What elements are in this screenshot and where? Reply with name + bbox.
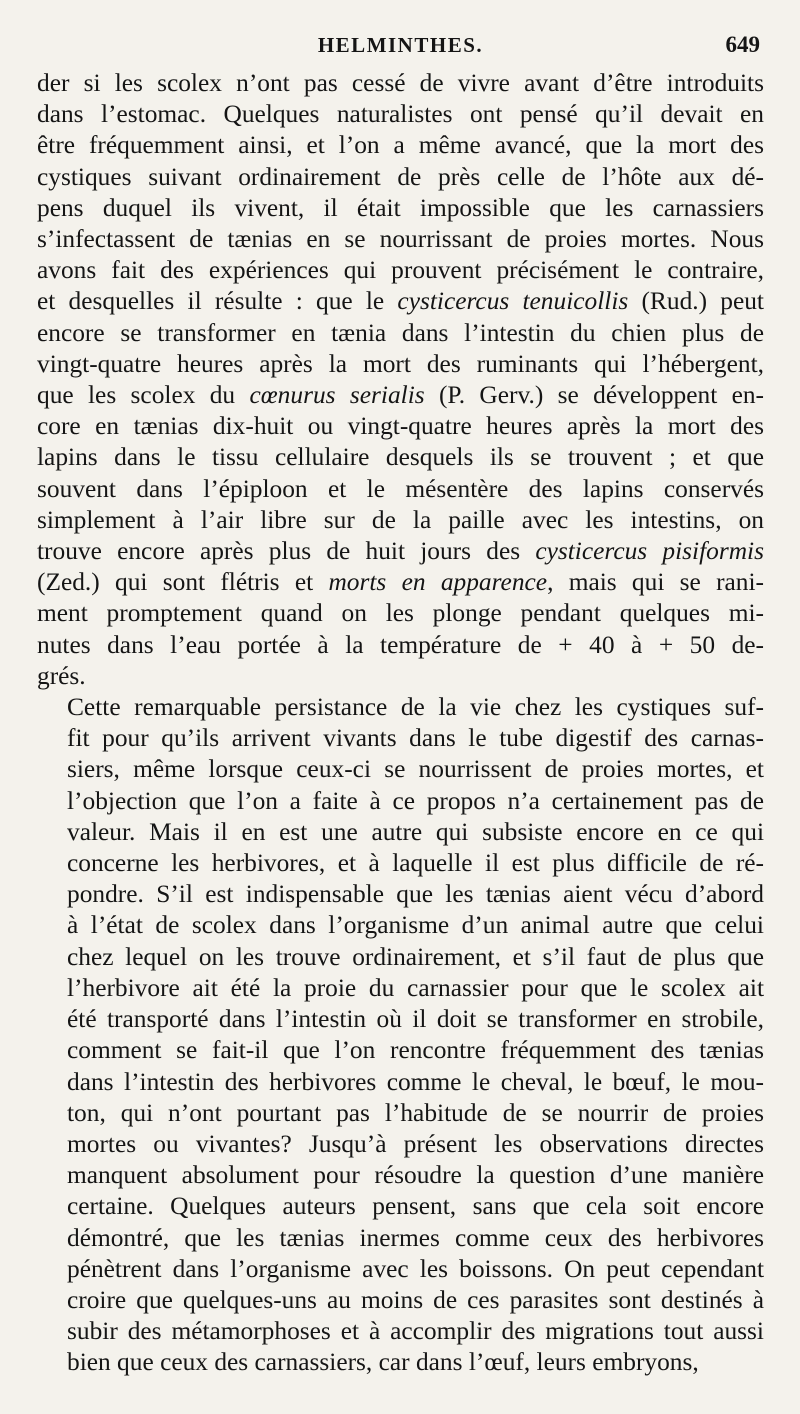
text-line xyxy=(37,130,764,161)
text-line xyxy=(37,1035,764,1066)
text-line xyxy=(37,942,764,973)
text-line xyxy=(37,474,764,505)
text-run: souvent dans l’épiploon et le mésentère des lapins conservés xyxy=(37,474,764,503)
text-run: lapins dans le tissu cellulaire desquels ils se trouvent ; et que xyxy=(37,443,764,472)
text-line xyxy=(37,99,764,130)
text-run: certaine. Quelques auteurs pensent, sans que cela soit encore xyxy=(67,1192,764,1221)
text-line xyxy=(37,536,764,567)
text-line xyxy=(37,286,764,317)
text-line xyxy=(37,910,764,941)
text-run: que les scolex du xyxy=(37,381,250,410)
text-line xyxy=(37,1067,764,1098)
italic-term: cysticercus pisiformis xyxy=(535,537,764,566)
text-run: être fréquemment ainsi, et l’on a même avancé, que la mort des xyxy=(37,131,764,160)
text-run: pénètrent dans l’organisme avec les boissons. On peut cependant xyxy=(67,1254,764,1283)
text-line xyxy=(37,1285,764,1316)
text-line xyxy=(37,1191,764,1222)
text-line xyxy=(37,817,764,848)
page-header xyxy=(37,28,764,68)
text-line xyxy=(37,1004,764,1035)
text-line xyxy=(37,786,764,817)
text-run: chez lequel on les trouve ordinairement, et s’il faut de plus que xyxy=(67,942,764,971)
text-line xyxy=(37,411,764,442)
text-line xyxy=(37,973,764,1004)
text-line xyxy=(37,692,764,723)
paragraph xyxy=(37,68,764,692)
text-line xyxy=(37,1223,764,1254)
text-run: à l’état de scolex dans l’organisme d’un animal autre que celui xyxy=(67,911,764,940)
text-line xyxy=(37,1160,764,1191)
text-line xyxy=(37,630,764,661)
text-run: vingt-quatre heures après la mort des ruminants qui l’hébergent, xyxy=(37,349,764,378)
text-line xyxy=(37,723,764,754)
text-run: core en tænias dix-huit ou vingt-quatre heures après la mort des xyxy=(37,412,764,441)
text-line xyxy=(37,318,764,349)
text-line xyxy=(37,1129,764,1160)
paragraph xyxy=(37,692,764,1378)
italic-term: morts en apparence xyxy=(328,568,548,597)
text-line xyxy=(37,661,764,692)
text-line xyxy=(37,255,764,286)
text-line xyxy=(37,1347,764,1378)
text-run: pens duquel ils vivent, il était impossible que les carnassiers xyxy=(37,193,764,222)
text-run: démontré, que les tænias inermes comme ceux des herbivores xyxy=(67,1223,764,1252)
text-run: comment se fait-il que l’on rencontre fréquemment des tænias xyxy=(67,1036,764,1065)
text-run: mortes ou vivantes? Jusqu’à présent les observations directes xyxy=(67,1129,764,1158)
page-number: 649 xyxy=(725,32,760,57)
text-line xyxy=(37,162,764,193)
text-run: dans l’intestin des herbivores comme le cheval, le bœuf, le mou- xyxy=(67,1067,764,1096)
text-run: dans l’estomac. Quelques naturalistes ont pensé qu’il devait en xyxy=(37,100,764,129)
text-run: simplement à l’air libre sur de la paille avec les intestins, on xyxy=(37,505,764,534)
text-line xyxy=(37,505,764,536)
text-run: nutes dans l’eau portée à la température de + 40 à + 50 de- xyxy=(37,630,764,659)
text-run: (Rud.) peut xyxy=(628,287,764,316)
text-run: , mais qui se rani- xyxy=(547,568,765,597)
text-line xyxy=(37,1316,764,1347)
text-line xyxy=(37,193,764,224)
text-run: pondre. S’il est indispensable que les tænias aient vécu d’abord xyxy=(67,880,764,909)
text-run: der si les scolex n’ont pas cessé de vivre avant d’être introduits xyxy=(37,69,764,97)
text-run: siers, même lorsque ceux-ci se nourrissent de proies mortes, et xyxy=(67,755,764,784)
text-line xyxy=(37,380,764,411)
text-line xyxy=(37,224,764,255)
text-run: été transporté dans l’intestin où il doit se transformer en strobile, xyxy=(67,1005,764,1034)
italic-term: cysticercus tenuicollis xyxy=(397,287,629,316)
text-run: (Zed.) qui sont flétris et xyxy=(37,568,329,597)
text-run: valeur. Mais il en est une autre qui subsiste encore en ce qui xyxy=(67,817,764,846)
text-line xyxy=(37,442,764,473)
text-line xyxy=(37,567,764,598)
text-run: l’herbivore ait été la proie du carnassier pour que le scolex ait xyxy=(67,973,764,1002)
text-line xyxy=(37,879,764,910)
text-run: et desquelles il résulte : que le xyxy=(37,287,398,316)
text-line xyxy=(37,598,764,629)
text-run: encore se transformer en tænia dans l’intestin du chien plus de xyxy=(37,318,764,347)
text-run: croire que quelques-uns au moins de ces parasites sont destinés à xyxy=(67,1285,764,1314)
text-line xyxy=(37,754,764,785)
italic-term: cœnurus serialis xyxy=(249,381,425,410)
text-run: (P. Gerv.) se développent en- xyxy=(424,381,765,410)
text-line xyxy=(37,349,764,380)
text-run: cystiques suivant ordinairement de près celle de l’hôte aux dé- xyxy=(37,162,764,191)
text-line xyxy=(37,1254,764,1285)
text-run: concerne les herbivores, et à laquelle il est plus difficile de ré- xyxy=(67,849,764,878)
body-text xyxy=(37,68,764,1379)
text-run: manquent absolument pour résoudre la question d’une manière xyxy=(67,1161,764,1190)
text-run: l’objection que l’on a faite à ce propos n’a certainement pas de xyxy=(67,786,764,815)
text-run: trouve encore après plus de huit jours des xyxy=(37,537,536,566)
text-run: Cette remarquable persistance de la vie chez les cystiques suf- xyxy=(67,693,764,722)
text-line xyxy=(37,1098,764,1129)
text-line xyxy=(37,848,764,879)
text-run: avons fait des expériences qui prouvent précisément le contraire, xyxy=(37,256,764,285)
running-title: HELMINTHES. xyxy=(317,33,484,57)
text-run: grés. xyxy=(37,661,86,690)
text-run: ment promptement quand on les plonge pendant quelques mi- xyxy=(37,599,764,628)
text-run: subir des métamorphoses et à accomplir des migrations tout aussi xyxy=(67,1317,764,1346)
text-run: bien que ceux des carnassiers, car dans l’œuf, leurs embryons, xyxy=(67,1348,699,1377)
text-line xyxy=(37,68,764,99)
text-run: ton, qui n’ont pourtant pas l’habitude de se nourrir de proies xyxy=(67,1098,764,1127)
text-run: s’infectassent de tænias en se nourrissant de proies mortes. Nous xyxy=(37,225,764,254)
text-run: fit pour qu’ils arrivent vivants dans le tube digestif des carnas- xyxy=(67,724,764,753)
